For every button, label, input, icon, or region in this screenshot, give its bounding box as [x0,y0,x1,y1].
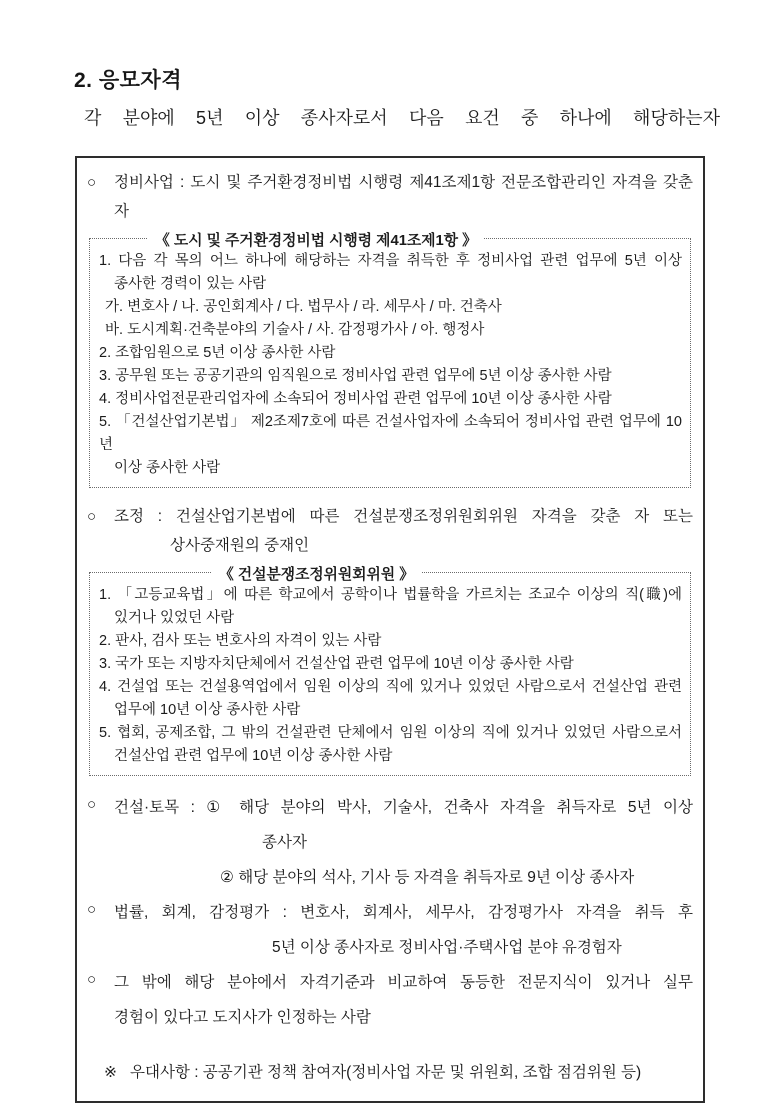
text-line: 정비사업 : 도시 및 주거환경정비법 시행령 제41조제1항 전문조합관리인 자격을 갖춘 자 [114,174,693,220]
law-detail-box-1 [89,233,691,488]
preferential-note-text: 우대사항 : 공공기관 정책 참여자(정비사업 자문 및 위원회, 조합 점검위원 등) [130,1064,642,1081]
text-line: 종사한 경력이 있는 사람 [114,276,267,292]
circle-bullet-icon: ○ [87,971,97,988]
text-line: 그 밖에 해당 분야에서 자격기준과 비교하여 동등한 전문지식이 있거나 실무 [114,974,693,991]
text-line: 2. 판사, 검사 또는 변호사의 자격이 있는 사람 [99,633,382,649]
text-line: 경험이 있다고 도지사가 인정하는 사람 [114,1009,371,1026]
reference-mark-icon: ※ [104,1064,117,1081]
section-jeongbi-text [114,168,693,226]
section-geubakke [87,965,693,1035]
qualification-box [75,156,705,1103]
text-line: 3. 국가 또는 지방자치단체에서 건설산업 관련 업무에 10년 이상 종사한 사람 [99,656,574,672]
text-line: 5년 이상 종사자로 정비사업·주택사업 분야 유경험자 [272,939,622,956]
text-line: 상사중재원의 중재인 [170,537,310,554]
circle-bullet-icon: ○ [87,174,97,191]
text-line: 바. 도시계획·건축분야의 기술사 / 사. 감정평가사 / 아. 행정사 [105,322,485,338]
box-lines [99,250,682,480]
section-jojeong [87,502,693,560]
text-line: 1. 다음 각 목의 어느 하나에 해당하는 자격을 취득한 후 정비사업 관련 업무에 5년 이상 [99,253,682,269]
text-line: 5. 협회, 공제조합, 그 밖의 건설관련 단체에서 임원 이상의 직에 있거나 있었던 사람으로서 [99,725,682,741]
text-line: 가. 변호사 / 나. 공인회계사 / 다. 법무사 / 라. 세무사 / 마. 건축사 [105,299,502,315]
text-line: 5. 「건설산업기본법」 제2조제7호에 따른 건설사업자에 소속되어 정비사업 관련 업무에 10년 [99,414,682,453]
text-line: 조정 : 건설산업기본법에 따른 건설분쟁조정위원회위원 자격을 갖춘 자 또는 [114,508,693,525]
section-jojeong-text [114,502,693,560]
circle-bullet-icon: ○ [87,508,97,525]
text-line: 법률, 회계, 감정평가 : 변호사, 회계사, 세무사, 감정평가사 자격을 취득 후 [114,904,693,921]
text-line: 2. 조합임원으로 5년 이상 종사한 사람 [99,345,336,361]
text-line: 건설산업 관련 업무에 10년 이상 종사한 사람 [114,748,393,764]
text-line: 1. 「고등교육법」에 따른 학교에서 공학이나 법률학을 가르치는 조교수 이상의 직(職)에 [99,587,682,603]
text-line: ② 해당 분야의 석사, 기사 등 자격을 취득자로 9년 이상 종사자 [220,869,635,886]
preferential-note [87,1059,693,1087]
section-geonseol-tomok-text [114,790,693,895]
text-line: 3. 공무원 또는 공공기관의 임직원으로 정비사업 관련 업무에 5년 이상 종사한 사람 [99,368,612,384]
section-beomnyul [87,895,693,965]
section-geubakke-text [114,965,693,1035]
box-legend: 《 도시 및 주거환경정비법 시행령 제41조제1항 》 [148,229,484,250]
page-title: 2. 응모자격 [74,69,182,92]
section-geonseol-tomok [87,790,693,895]
page-subtitle: 각 분야에 5년 이상 종사자로서 다음 요건 중 하나에 해당하는자 [84,108,720,128]
text-line: 업무에 10년 이상 종사한 사람 [114,702,301,718]
circle-bullet-icon: ○ [87,796,97,813]
circle-bullet-icon: ○ [87,901,97,918]
law-detail-box-2 [89,567,691,776]
text-line: 4. 건설업 또는 건설용역업에서 임원 이상의 직에 있거나 있었던 사람으로서 건설산업 관련 [99,679,682,695]
text-line: 이상 종사한 사람 [114,460,221,476]
text-line: 있거나 있었던 사람 [114,610,235,626]
section-beomnyul-text [114,895,693,965]
text-line: 건설·토목 : ① 해당 분야의 박사, 기술사, 건축사 자격을 취득자로 5년 이상 [114,799,693,816]
text-line: 종사자 [262,834,307,851]
section-jeongbi [87,168,693,226]
box-legend: 《 건설분쟁조정위원회위원 》 [212,563,421,584]
text-line: 4. 정비사업전문관리업자에 소속되어 정비사업 관련 업무에 10년 이상 종사한 사람 [99,391,612,407]
box-lines [99,584,682,768]
